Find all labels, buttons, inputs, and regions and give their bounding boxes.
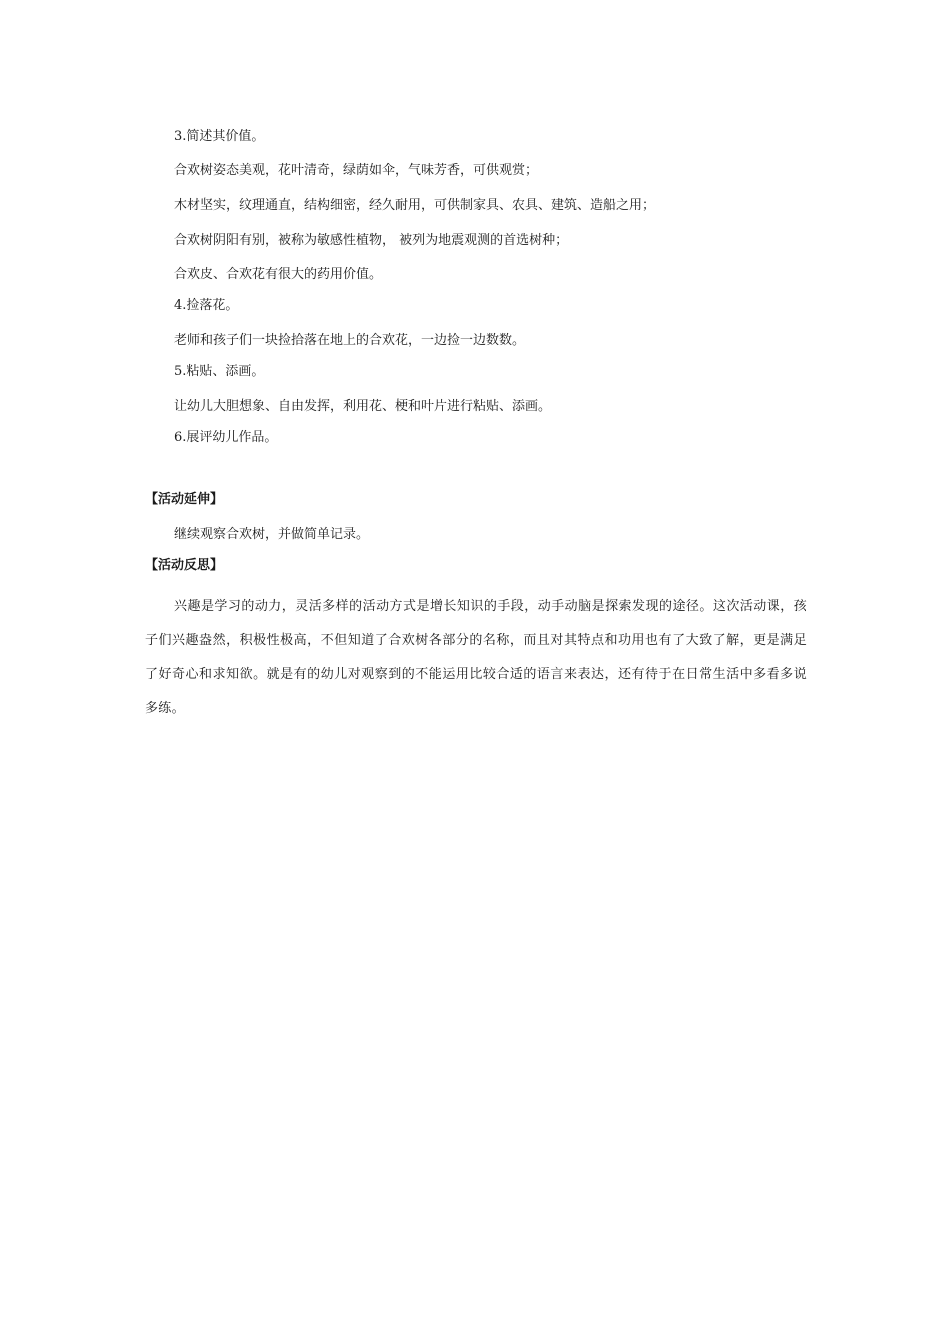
value-timber: 木材坚实，纹理通直，结构细密，经久耐用，可供制家具、农具、建筑、造船之用； [174, 198, 656, 213]
value-ornamental: 合欢树姿态美观，花叶清奇，绿荫如伞，气味芳香，可供观赏； [174, 163, 539, 178]
step-3-title: 3.简述其价值。 [174, 129, 265, 144]
value-sensitive-plant: 合欢树阴阳有别，被称为敏感性植物， 被列为地震观测的首选树种； [174, 233, 569, 248]
step-5-text: 让幼儿大胆想象、自由发挥，利用花、梗和叶片进行粘贴、添画。 [174, 399, 552, 414]
extension-heading: 【活动延伸】 [145, 492, 224, 507]
step-5-title: 5.粘贴、添画。 [174, 364, 265, 379]
extension-text: 继续观察合欢树，并做简单记录。 [174, 527, 370, 542]
reflection-text: 兴趣是学习的动力，灵活多样的活动方式是增长知识的手段，动手动脑是探索发现的途径。这次活动课，孩子们兴趣盎然，积极性极高，不但知道了合欢树各部分的名称，而且对其特点和功用也有了大致了解，更是满足了好奇心和求知欲。就是有的幼儿对观察到的不能运用比较合适的语言来表达，还有待于在日常生活中多看多说多练。 [145, 599, 807, 716]
reflection-heading: 【活动反思】 [145, 558, 224, 573]
step-4-title: 4.捡落花。 [174, 298, 239, 313]
step-4-text: 老师和孩子们一块捡拾落在地上的合欢花，一边捡一边数数。 [174, 333, 526, 348]
step-6-title: 6.展评幼儿作品。 [174, 430, 278, 445]
value-medicinal: 合欢皮、合欢花有很大的药用价值。 [174, 267, 383, 282]
